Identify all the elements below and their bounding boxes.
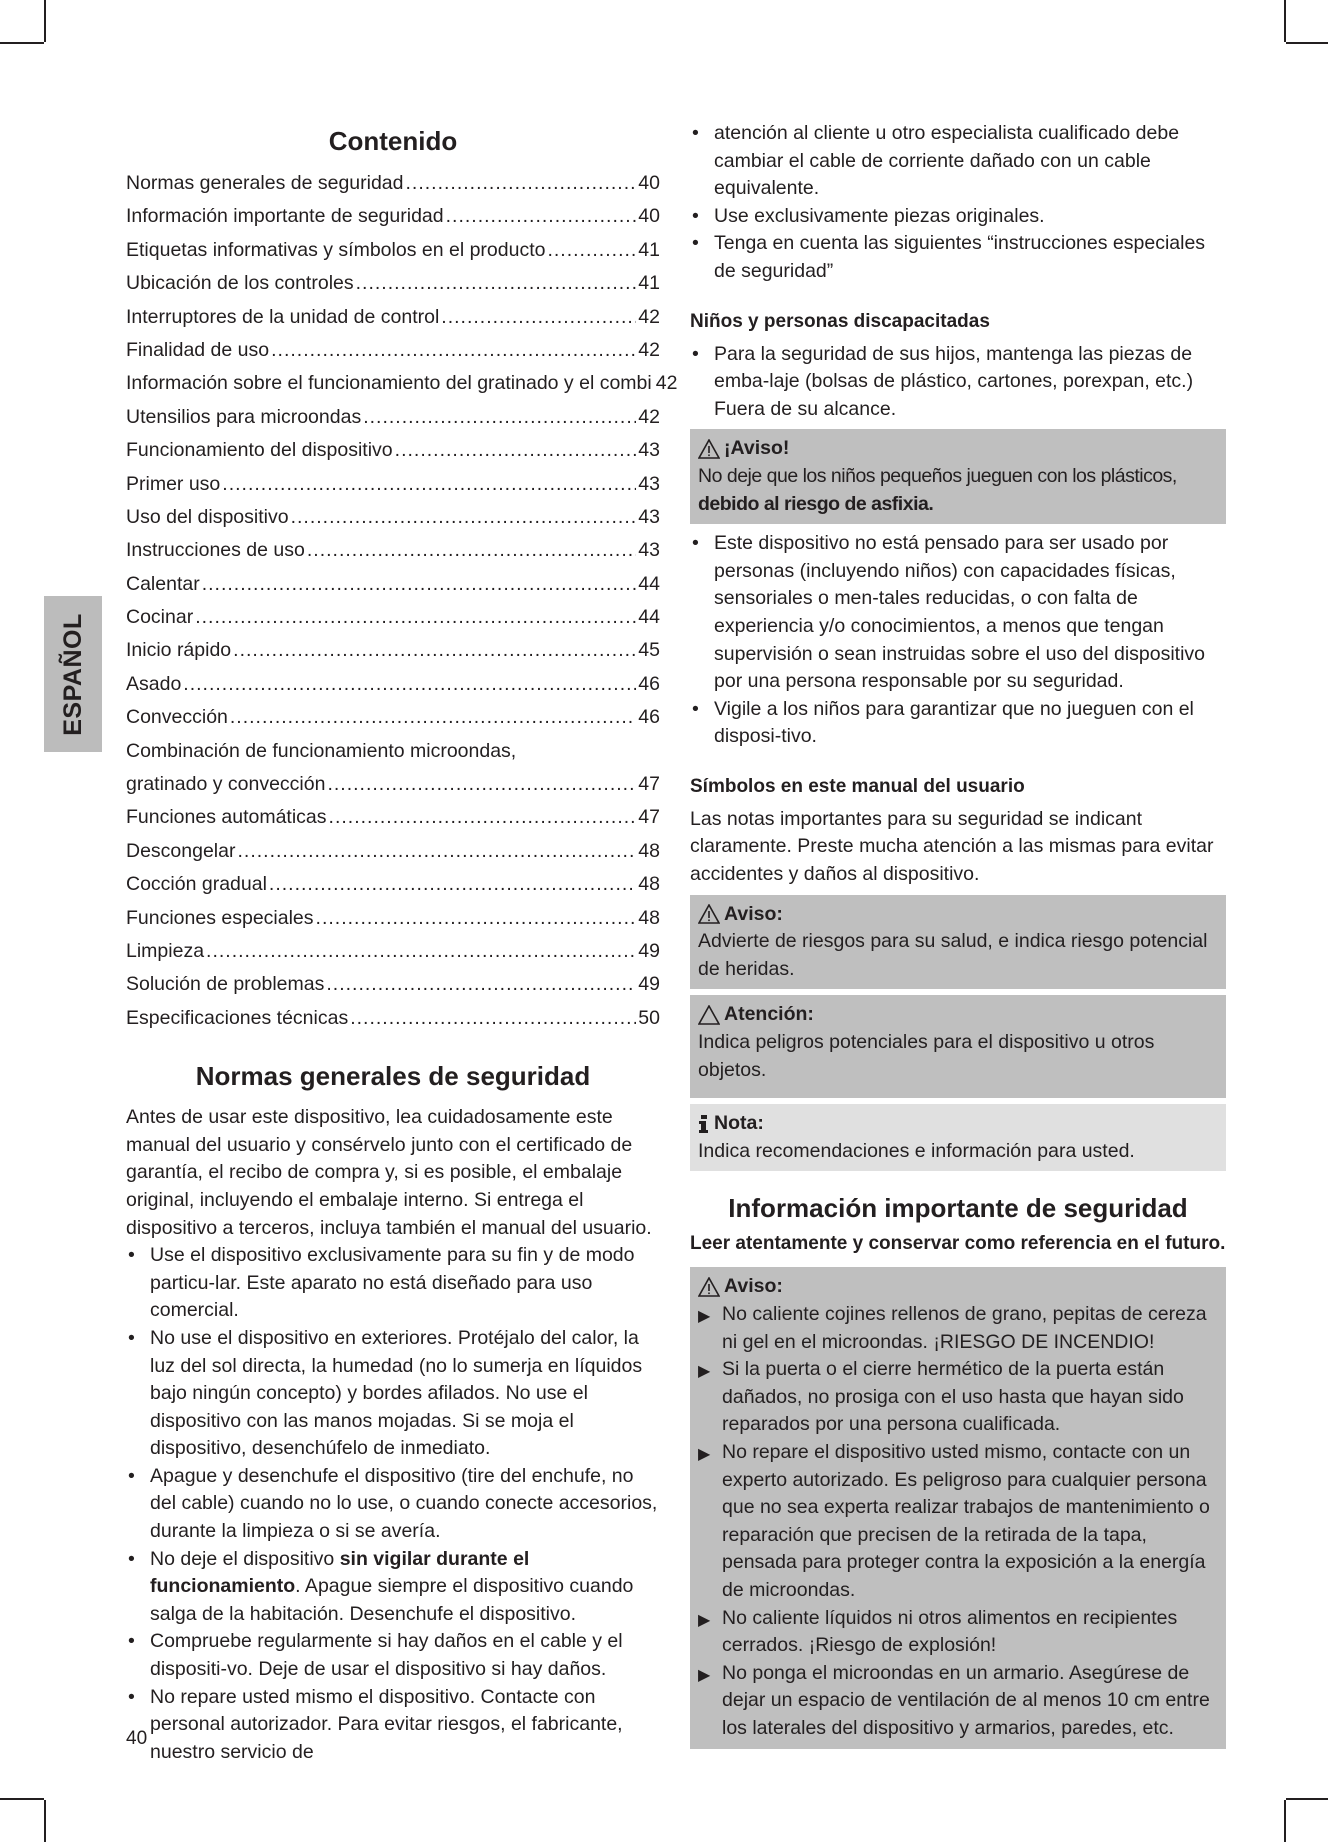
- bold-text: sin vigilar durante el funcionamiento: [150, 1547, 530, 1598]
- toc-row: [126, 668, 660, 701]
- toc-entry-page: 43: [638, 505, 660, 528]
- toc-leader-dots: [327, 768, 636, 801]
- toc-leader-dots: [233, 634, 636, 667]
- toc-entry-text: Funciones automáticas: [126, 806, 327, 829]
- normas-title: Normas generales de seguridad: [195, 1061, 591, 1092]
- toc-entry-text: Convección: [126, 706, 228, 729]
- text: atención al cliente u otro especialista cualificado debe cambiar el cable de corriente dañado con un cable equivalente.: [714, 122, 1180, 200]
- toc-entry-page: 42: [655, 372, 678, 395]
- left-column: [126, 126, 678, 1766]
- list-item-continued: [690, 120, 1226, 203]
- toc-entry-text: Funcionamiento del dispositivo: [126, 439, 393, 462]
- toc-leader-dots: [183, 668, 636, 701]
- warning-box: [690, 429, 1226, 524]
- toc-leader-dots: [307, 534, 636, 567]
- toc-entry-text: Asado: [126, 672, 182, 695]
- toc-leader-dots: [316, 902, 637, 935]
- toc-row: [126, 768, 660, 801]
- nota-title-text: Nota:: [714, 1112, 764, 1135]
- aviso-title-text: Aviso:: [724, 902, 783, 925]
- list-item: • Este dispositivo no está pensado para ser usado por personas (incluyendo niños) con capacidades físicas, sensoriales o men-tales reducidas, o con falta de experiencia y/o conocimientos, a menos que tengan supervisión o sean instruidas sobre el uso del dispositivo por una persona responsable por su seguridad.: [690, 530, 1226, 696]
- toc-row: [126, 267, 660, 300]
- toc-entry-page: 43: [638, 539, 660, 562]
- toc-entry-page: 48: [638, 873, 660, 896]
- toc-entry-page: 40: [638, 172, 660, 194]
- toc-entry-page: 43: [638, 439, 660, 462]
- toc-entry-page: 46: [638, 672, 660, 695]
- list-item: ▶ No ponga el microondas en un armario. Asegúrese de dejar un espacio de ventilación de al menos 10 cm entre los laterales del dispositivo y armarios, paredes, etc.: [698, 1660, 1218, 1743]
- atencion-title-text: Atención:: [724, 1003, 814, 1026]
- toc-leader-dots: [363, 401, 636, 434]
- nota-title: [698, 1110, 1218, 1138]
- toc-entry-text: Funciones especiales: [126, 906, 314, 929]
- info-aviso-list: [698, 1301, 1218, 1743]
- toc-entry-text: Utensilios para microondas: [126, 405, 362, 428]
- atencion-text: Indica peligros potenciales para el dispositivo u otros objetos.: [698, 1031, 1155, 1081]
- toc-leader-dots: [350, 1002, 636, 1035]
- toc-row: [126, 701, 660, 734]
- warning-triangle-icon: [698, 439, 720, 459]
- nota-box: [690, 1104, 1226, 1171]
- toc-entry-text: Normas generales de seguridad: [126, 172, 404, 194]
- list-item: • Use exclusivamente piezas originales.: [690, 203, 1226, 231]
- toc-row: [126, 367, 678, 400]
- list-item: ▶ No caliente cojines rellenos de grano, pepitas de cereza ni gel en el microondas. ¡RIESGO DE INCENDIO!: [698, 1301, 1218, 1356]
- toc-row: [126, 634, 660, 667]
- toc-entry-text: Inicio rápido: [126, 639, 232, 662]
- toc-entry-page: 47: [638, 806, 660, 829]
- list-item: • No use el dispositivo en exteriores. Protéjalo del calor, la luz del sol directa, la humedad (no lo sumerja en líquidos bajo ningún concepto) y bordes afilados. No use el dispositivo con las manos mojadas. Si se moja el dispositivo, desenchúfelo de inmediato.: [126, 1325, 660, 1463]
- info-aviso-title-text: Aviso:: [724, 1275, 783, 1298]
- toc-entry-page: 47: [638, 773, 660, 796]
- list-item: • Compruebe regularmente si hay daños en el cable y el dispositi-vo. Deje de usar el dispositivo si hay daños.: [126, 1628, 660, 1683]
- toc-row: [126, 334, 660, 367]
- ninos-list: [690, 341, 1226, 424]
- toc-leader-dots: [356, 267, 637, 300]
- toc-entry-text: gratinado y convección: [126, 773, 326, 796]
- normas-intro: Antes de usar este dispositivo, lea cuidadosamente este manual del usuario y consérvelo junto con el certificado de garantía, el recibo de compra y, si es posible, el embalaje original, incluyendo el embalaje interno. Si entrega el dispositivo a terceros, incluya también el manual del usuario.: [126, 1106, 652, 1239]
- toc-leader-dots: [329, 801, 637, 834]
- toc-entry-page: 42: [638, 305, 660, 328]
- toc-row: [126, 301, 660, 334]
- toc-entry-page: 40: [638, 205, 660, 228]
- list-item: ▶ No repare el dispositivo usted mismo, contacte con un experto autorizado. Es peligroso para cualquier persona que no sea experta realizar trabajos de mantenimiento o reparación que precisen de la retirada de la tapa, pensada para proteger contra la exposición a la energía de microondas.: [698, 1439, 1218, 1605]
- toc-row: [126, 167, 660, 200]
- crop-mark: [1284, 0, 1286, 42]
- toc-row: [126, 401, 660, 434]
- toc-row: [126, 1002, 660, 1035]
- toc-row: [126, 534, 660, 567]
- toc-leader-dots: [195, 601, 636, 634]
- toc-entry-page: 49: [638, 939, 660, 962]
- toc-leader-dots: [547, 234, 636, 267]
- toc-entry-text: Instrucciones de uso: [126, 539, 305, 562]
- toc-entry-page: 46: [638, 706, 660, 729]
- toc-leader-dots: [446, 200, 637, 233]
- ninos-list-2: [690, 530, 1226, 751]
- caution-triangle-icon: [698, 1005, 720, 1025]
- toc-leader-dots: [291, 501, 637, 534]
- toc-entry-page: 42: [638, 338, 660, 361]
- toc-row: [126, 200, 660, 233]
- toc-entry-text: Cocción gradual: [126, 873, 267, 896]
- toc-row: [126, 835, 660, 868]
- list-item: • Use el dispositivo exclusivamente para su fin y de modo particu-lar. Este aparato no está diseñado para uso comercial.: [126, 1242, 660, 1325]
- toc-entry-text: Cocinar: [126, 606, 194, 629]
- toc-leader-dots: [441, 301, 636, 334]
- toc-leader-dots: [202, 568, 637, 601]
- list-item: • Para la seguridad de sus hijos, mantenga las piezas de emba-laje (bolsas de plástico, cartones, porexpan, etc.) Fuera de su alcance.: [690, 341, 1226, 424]
- warning-triangle-icon: [698, 1277, 720, 1297]
- text: No deje el dispositivo: [150, 1547, 340, 1570]
- list-item: • Apague y desenchufe el dispositivo (tire del enchufe, no del cable) cuando no lo use, o cuando conecte accesorios, durante la limpieza o si se avería.: [126, 1463, 660, 1546]
- toc-entry-page: 48: [638, 839, 660, 862]
- toc-entry-text: Calentar: [126, 572, 200, 595]
- list-item: ▶ No caliente líquidos ni otros alimentos en recipientes cerrados. ¡Riesgo de explosión!: [698, 1605, 1218, 1660]
- toc-entry-text: Combinación de funcionamiento microondas,: [126, 739, 517, 762]
- toc-entry-page: 42: [638, 405, 660, 428]
- toc-leader-dots: [406, 167, 637, 200]
- warning-triangle-icon: [698, 904, 720, 924]
- toc-leader-dots: [395, 434, 637, 467]
- toc-entry-text: Información sobre el funcionamiento del gratinado y el combi: [126, 372, 652, 395]
- crop-mark: [44, 0, 46, 42]
- toc-row: [126, 601, 660, 634]
- toc-entry-text: Descongelar: [126, 839, 236, 862]
- toc-row: [126, 801, 660, 834]
- warning-text: [698, 463, 1218, 518]
- info-title: Información importante de seguridad: [728, 1193, 1188, 1224]
- toc-row: [126, 434, 660, 467]
- toc-row: [126, 735, 660, 768]
- toc-entry-page: 44: [638, 572, 660, 595]
- normas-list: [126, 1242, 660, 1766]
- toc-entry-page: 48: [638, 906, 660, 929]
- toc-entry-text: Finalidad de uso: [126, 338, 270, 361]
- toc-title: Contenido: [328, 126, 458, 156]
- toc-row: [126, 902, 660, 935]
- info-aviso-box: [690, 1267, 1226, 1748]
- aviso-text: Advierte de riesgos para su salud, e indica riesgo potencial de heridas.: [698, 930, 1208, 980]
- language-tab: [44, 596, 102, 752]
- list-item: [126, 1546, 660, 1629]
- page-number: 40: [126, 1728, 148, 1749]
- toc-row: [126, 868, 660, 901]
- list-item: • Tenga en cuenta las siguientes “instrucciones especiales de seguridad”: [690, 230, 1226, 285]
- list-item: • Vigile a los niños para garantizar que no jueguen con el disposi-tivo.: [690, 696, 1226, 751]
- crop-mark: [44, 1800, 46, 1842]
- crop-mark: [1286, 1798, 1328, 1800]
- toc-entry-page: 43: [638, 472, 660, 495]
- atencion-box: [690, 995, 1226, 1098]
- toc-leader-dots: [326, 968, 636, 1001]
- warning-title-text: ¡Aviso!: [724, 437, 790, 460]
- atencion-title: [698, 1001, 1218, 1029]
- list-item: • No repare usted mismo el dispositivo. Contacte con personal autorizador. Para evitar riesgos, el fabricante, nuestro servicio de: [126, 1684, 660, 1767]
- toc-row: [126, 568, 660, 601]
- language-tab-label: ESPAÑOL: [58, 612, 87, 736]
- toc-entry-page: 50: [638, 1006, 660, 1029]
- crop-mark: [0, 42, 44, 44]
- normas-list-continued: [690, 120, 1226, 286]
- toc-entry-page: 49: [638, 973, 660, 996]
- info-subtitle: Leer atentamente y conservar como referencia en el futuro.: [690, 1233, 1226, 1255]
- toc-row: [126, 968, 660, 1001]
- toc-entry-page: 41: [638, 238, 660, 261]
- text: . Apague siempre el dispositivo cuando salga de la habitación. Desenchufe el dispositivo.: [150, 1575, 634, 1625]
- crop-mark: [1286, 42, 1328, 44]
- toc-entry-page: 45: [638, 639, 660, 662]
- nota-text: Indica recomendaciones e información para usted.: [698, 1139, 1135, 1162]
- toc-row: [126, 468, 660, 501]
- toc-leader-dots: [206, 935, 636, 968]
- simbolos-intro: Las notas importantes para su seguridad se indicant claramente. Preste mucha atención a las mismas para evitar accidentes y daños al dispositivo.: [690, 807, 1214, 886]
- toc-entry-page: 44: [638, 606, 660, 629]
- right-column: [690, 120, 1226, 1755]
- toc-entry-text: Etiquetas informativas y símbolos en el producto: [126, 238, 546, 261]
- toc-entry-text: Ubicación de los controles: [126, 272, 354, 295]
- toc-entry-text: Información importante de seguridad: [126, 205, 444, 228]
- bold-text: debido al riesgo de asfixia.: [698, 492, 934, 515]
- toc-leader-dots: [237, 835, 636, 868]
- list-item: ▶ Si la puerta o el cierre hermético de la puerta están dañados, no prosiga con el uso hasta que hayan sido reparados por una persona cualificada.: [698, 1356, 1218, 1439]
- toc-row: [126, 935, 660, 968]
- toc-entry-text: Primer uso: [126, 472, 221, 495]
- toc-entry-text: Solución de problemas: [126, 973, 325, 996]
- info-aviso-title: [698, 1273, 1218, 1301]
- toc-leader-dots: [230, 701, 636, 734]
- warning-title: [698, 435, 1218, 463]
- toc-entry-text: Limpieza: [126, 939, 205, 962]
- toc-entry-page: 41: [638, 272, 660, 295]
- toc-entry-text: Uso del dispositivo: [126, 505, 289, 528]
- ninos-title: Niños y personas discapacitadas: [690, 310, 990, 332]
- crop-mark: [1284, 1800, 1286, 1842]
- toc-entry-text: Interruptores de la unidad de control: [126, 305, 440, 328]
- aviso-title: [698, 901, 1218, 929]
- toc-row: [126, 234, 660, 267]
- toc-row: [126, 501, 660, 534]
- text: No deje que los niños pequeños jueguen con los plásticos,: [698, 464, 1177, 487]
- toc-leader-dots: [269, 868, 636, 901]
- toc-leader-dots: [271, 334, 636, 367]
- table-of-contents: [126, 167, 678, 1035]
- toc-entry-text: Especificaciones técnicas: [126, 1006, 349, 1029]
- crop-mark: [0, 1798, 44, 1800]
- simbolos-title: Símbolos en este manual del usuario: [690, 775, 1025, 797]
- info-icon: [698, 1114, 710, 1134]
- aviso-box: [690, 895, 1226, 990]
- toc-leader-dots: [222, 468, 636, 501]
